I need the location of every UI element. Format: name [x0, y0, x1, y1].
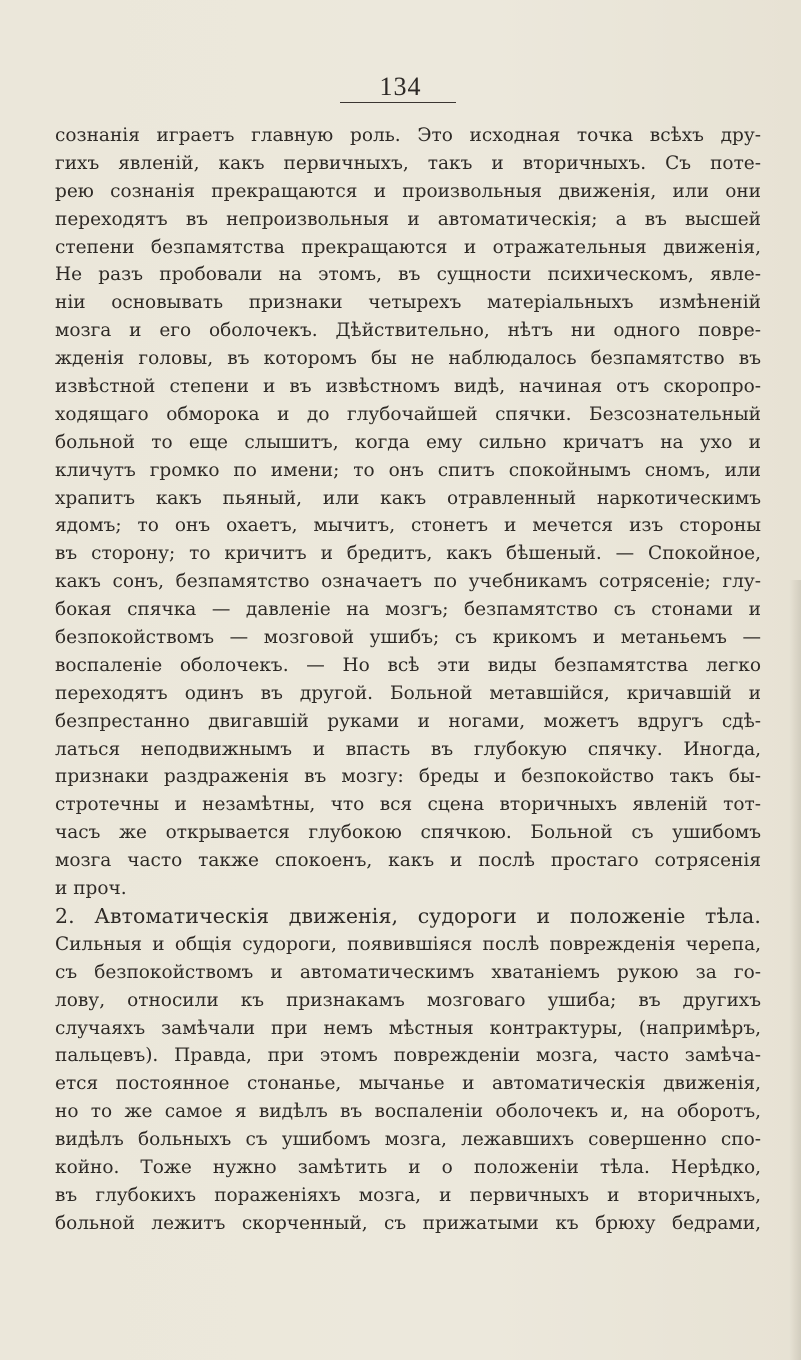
text-line: Сильныя и общія судороги, появившіяся послѣ поврежденія черепа, [55, 933, 761, 955]
text-line: кличутъ громко по имени; то онъ спитъ спокойнымъ сномъ, или [55, 459, 761, 481]
text-line: латься неподвижнымъ и впасть въ глубокую спячку. Иногда, [55, 738, 761, 760]
text-line: извѣстной степени и въ извѣстномъ видѣ, начиная отъ скоропро- [55, 376, 761, 398]
text-line: видѣлъ больныхъ съ ушибомъ мозга, лежавшихъ совершенно спо- [55, 1129, 761, 1151]
text-line: признаки раздраженія въ мозгу: бреды и безпокойство такъ бы- [55, 766, 761, 788]
text-line: лову, относили къ признакамъ мозговаго ушиба; въ другихъ [55, 989, 761, 1011]
text-line: пальцевъ). Правда, при этомъ поврежденіи мозга, часто замѣча- [55, 1045, 761, 1067]
text-line: но то же самое я видѣлъ въ воспаленіи оболочекъ и, на оборотъ, [55, 1101, 761, 1123]
text-line: мозга часто также спокоенъ, какъ и послѣ простаго сотрясенія [55, 850, 761, 872]
text-line: бокая спячка — давленіе на мозгъ; безпамятство съ стонами и [55, 599, 761, 621]
text-line: воспаленіе оболочекъ. — Но всѣ эти виды безпамятства легко [55, 654, 761, 676]
text-line: какъ сонъ, безпамятство означаетъ по учебникамъ сотрясеніе; глу- [55, 571, 761, 593]
text-line: степени безпамятства прекращаются и отражательныя движенія, [55, 236, 761, 258]
text-line: жденія головы, въ которомъ бы не наблюдалось безпамятство въ [55, 348, 761, 370]
text-line: ется постоянное стонанье, мычанье и автоматическія движенія, [55, 1073, 761, 1095]
text-line: ходящаго обморока и до глубочайшей спячки. Безсознательный [55, 403, 761, 425]
body-text [55, 122, 761, 1238]
text-line: рею сознанія прекращаются и произвольныя движенія, или они [55, 180, 761, 202]
text-line: переходятъ одинъ въ другой. Больной метавшійся, кричавшій и [55, 682, 761, 704]
text-line: больной лежитъ скорченный, съ прижатыми къ брюху бедрами, [55, 1212, 761, 1234]
section-heading: 2. Автоматическія движенія, судороги и положеніе тѣла. [55, 903, 761, 928]
text-line: безпокойствомъ — мозговой ушибъ; съ крикомъ и метаньемъ — [55, 627, 761, 649]
text-line: безпрестанно двигавшій руками и ногами, можетъ вдругъ сдѣ- [55, 710, 761, 732]
text-line: и проч. [55, 878, 127, 900]
text-line: гихъ явленій, какъ первичныхъ, такъ и вторичныхъ. Съ поте- [55, 152, 761, 174]
text-line: въ сторону; то кричитъ и бредитъ, какъ бѣшеный. — Спокойное, [55, 543, 761, 565]
text-line: Не разъ пробовали на этомъ, въ сущности психическомъ, явле- [55, 264, 761, 286]
text-line: переходятъ въ непроизвольныя и автоматическія; а въ высшей [55, 208, 761, 230]
text-line: больной то еще слышитъ, когда ему сильно кричатъ на ухо и [55, 431, 761, 453]
text-line: въ глубокихъ пораженіяхъ мозга, и первичныхъ и вторичныхъ, [55, 1184, 761, 1206]
text-line: мозга и его оболочекъ. Дѣйствительно, нѣтъ ни одного повре- [55, 320, 761, 342]
text-line: стротечны и незамѣтны, что вся сцена вторичныхъ явленій тот- [55, 794, 761, 816]
text-line: храпитъ какъ пьяный, или какъ отравленный наркотическимъ [55, 487, 761, 509]
text-line: сознанія играетъ главную роль. Это исходная точка всѣхъ дру- [55, 125, 761, 146]
text-line: случаяхъ замѣчали при немъ мѣстныя контрактуры, (напримѣръ, [55, 1017, 761, 1039]
text-line: ніи основывать признаки четырехъ матеріальныхъ измѣненій [55, 292, 761, 314]
text-line: съ безпокойствомъ и автоматическимъ хватаніемъ рукою за го- [55, 961, 761, 983]
page-edge-shadow [789, 580, 801, 1360]
text-line: часъ же открывается глубокою спячкою. Больной съ ушибомъ [55, 822, 761, 844]
page-number: 134 [379, 72, 422, 101]
text-line: койно. Тоже нужно замѣтить и о положеніи тѣла. Нерѣдко, [55, 1156, 761, 1178]
text-line: ядомъ; то онъ охаетъ, мычитъ, стонетъ и мечется изъ стороны [55, 515, 761, 537]
page-number-rule [340, 102, 456, 103]
